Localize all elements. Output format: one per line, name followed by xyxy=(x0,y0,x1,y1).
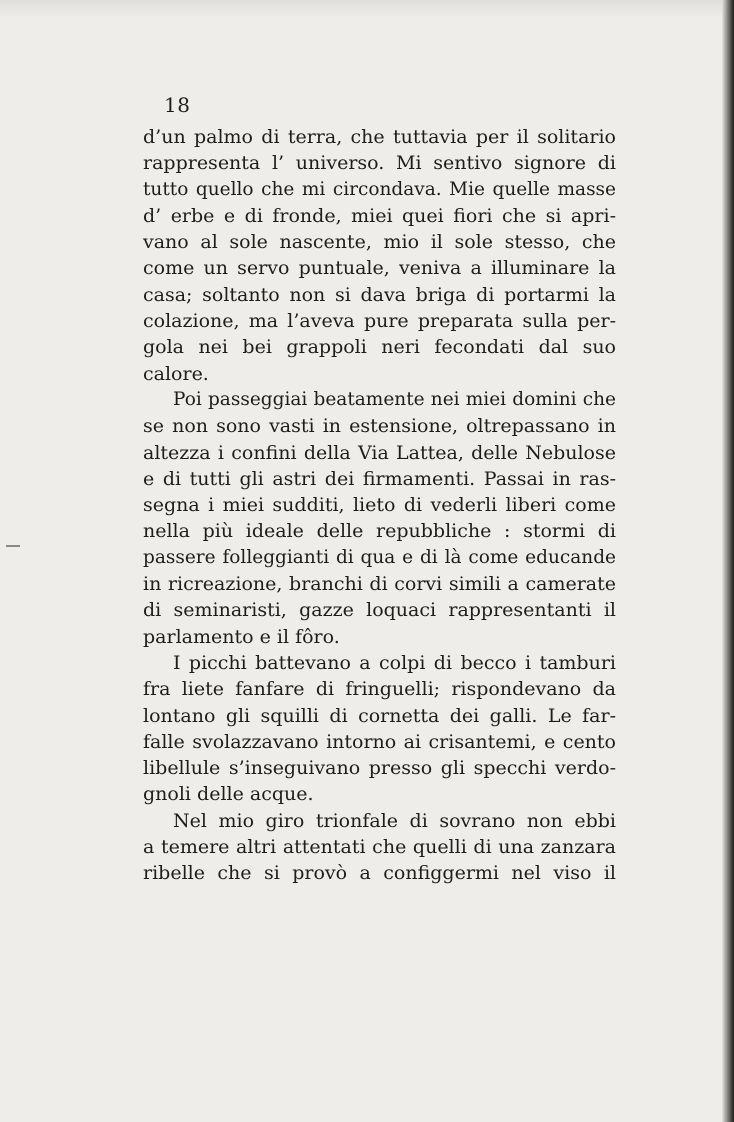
page-number: 18 xyxy=(164,93,191,117)
text-line: se non sono vasti in estensione, oltrepassano in xyxy=(143,415,616,438)
text-line: e di tutti gli astri dei firmamenti. Passai in ras- xyxy=(143,467,616,490)
text-line: passere folleggianti di qua e di là come educande xyxy=(143,546,616,568)
text-line: gnoli delle acque. xyxy=(143,783,314,806)
text-line: lontano gli squilli di cornetta dei galli. Le far- xyxy=(143,704,616,727)
text-line: rappresenta l’ universo. Mi sentivo signore di xyxy=(143,152,616,175)
text-line: calore. xyxy=(143,362,209,385)
text-line: nella più ideale delle repubbliche : stormi di xyxy=(143,520,616,543)
text-line: d’ erbe e di fronde, miei quei fiori che si apri- xyxy=(143,204,616,227)
text-line: vano al sole nascente, mio il sole stesso, che xyxy=(143,231,616,254)
text-line: libellule s’inseguivano presso gli specchi verdo- xyxy=(143,757,616,780)
text-line: di seminaristi, gazze loquaci rappresentanti il xyxy=(143,599,616,622)
text-line: Poi passeggiai beatamente nei miei domini che xyxy=(173,388,616,410)
page-edge-shadow xyxy=(722,0,734,1122)
page-top-shading xyxy=(0,0,722,18)
body-text xyxy=(143,124,616,887)
text-line: ribelle che si provò a configgermi nel viso il xyxy=(143,862,616,885)
text-line: fra liete fanfare di fringuelli; rispondevano da xyxy=(143,678,616,701)
text-line: colazione, ma l’aveva pure preparata sulla per- xyxy=(143,310,616,333)
text-line: a temere altri attentati che quelli di una zanzara xyxy=(143,836,616,859)
text-line: segna i miei sudditi, lieto di vederli liberi come xyxy=(143,494,616,517)
margin-mark xyxy=(6,545,20,547)
text-line: altezza i confini della Via Lattea, delle Nebulose xyxy=(143,441,616,464)
text-line: tutto quello che mi circondava. Mie quelle masse xyxy=(143,178,616,200)
text-line: in ricreazione, branchi di corvi simili a camerate xyxy=(143,573,616,596)
text-line: gola nei bei grappoli neri fecondati dal suo xyxy=(143,336,616,359)
text-line: casa; soltanto non si dava briga di portarmi la xyxy=(143,283,616,306)
text-line: falle svolazzavano intorno ai crisantemi, e cento xyxy=(143,730,616,753)
text-line: I picchi battevano a colpi di becco i tamburi xyxy=(173,651,616,674)
text-line: parlamento e il fôro. xyxy=(143,625,340,648)
text-line: d’un palmo di terra, che tuttavia per il solitario xyxy=(143,126,616,148)
text-line: Nel mio giro trionfale di sovrano non ebbi xyxy=(173,809,616,832)
text-line: come un servo puntuale, veniva a illuminare la xyxy=(143,257,616,280)
